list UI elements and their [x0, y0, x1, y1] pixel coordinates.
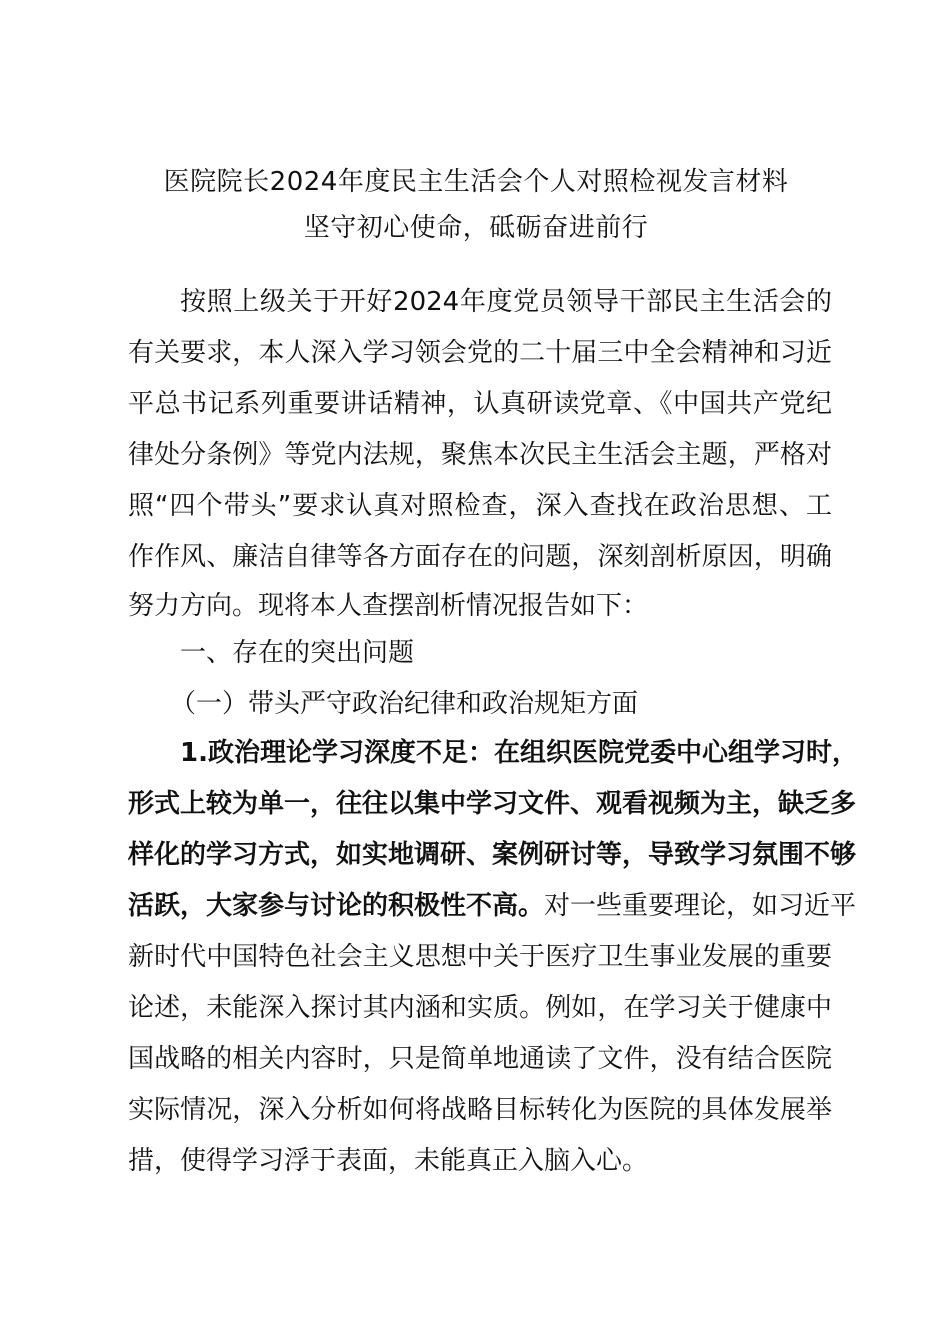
intro-line: 平总书记系列重要讲话精神，认真研读党章、《中国共产党纪	[128, 389, 832, 419]
section-heading: 一、存在的突出问题	[180, 638, 415, 668]
intro-line: 作作风、廉洁自律等各方面存在的问题，深刻剖析原因，明确	[128, 542, 832, 572]
item1-bold-line: 活跃，大家参与讨论的积极性不高。	[128, 891, 545, 921]
document-subtitle: 坚守初心使命，砥砺奋进前行	[303, 213, 649, 243]
intro-line: 律处分条例》等党内法规，聚焦本次民主生活会主题，严格对	[128, 440, 832, 470]
intro-line: 努力方向。现将本人查摆剖析情况报告如下：	[128, 591, 649, 621]
intro-line: 照“四个带头”要求认真对照检查，深入查找在政治思想、工	[128, 491, 832, 521]
item1-line: 论述，未能深入探讨其内涵和实质。例如，在学习关于健康中	[128, 993, 832, 1023]
item1-bold-line: 形式上较为单一，往往以集中学习文件、观看视频为主，缺乏多	[128, 789, 857, 819]
intro-line: 按照上级关于开好2024年度党员领导干部民主生活会的	[180, 287, 832, 317]
subsection-heading: （一）带头严守政治纪律和政治规矩方面	[170, 689, 639, 719]
item1-bold-line: 样化的学习方式，如实地调研、案例研讨等，导致学习氛围不够	[128, 840, 857, 870]
item1-line: 实际情况，深入分析如何将战略目标转化为医院的具体发展举	[128, 1095, 832, 1125]
document-title: 医院院长2024年度民主生活会个人对照检视发言材料	[163, 167, 789, 197]
item1-bold-line: 1.政治理论学习深度不足：在组织医院党委中心组学习时，	[180, 738, 858, 768]
item1-mixed-line	[128, 886, 857, 926]
item1-line: 措，使得学习浮于表面，未能真正入脑入心。	[128, 1146, 649, 1176]
intro-line: 有关要求，本人深入学习领会党的二十届三中全会精神和习近	[128, 338, 832, 368]
item1-line: 新时代中国特色社会主义思想中关于医疗卫生事业发展的重要	[128, 942, 832, 972]
item1-line: 国战略的相关内容时，只是简单地通读了文件，没有结合医院	[128, 1044, 832, 1074]
item1-text: 对一些重要理论，如习近平	[544, 891, 857, 921]
